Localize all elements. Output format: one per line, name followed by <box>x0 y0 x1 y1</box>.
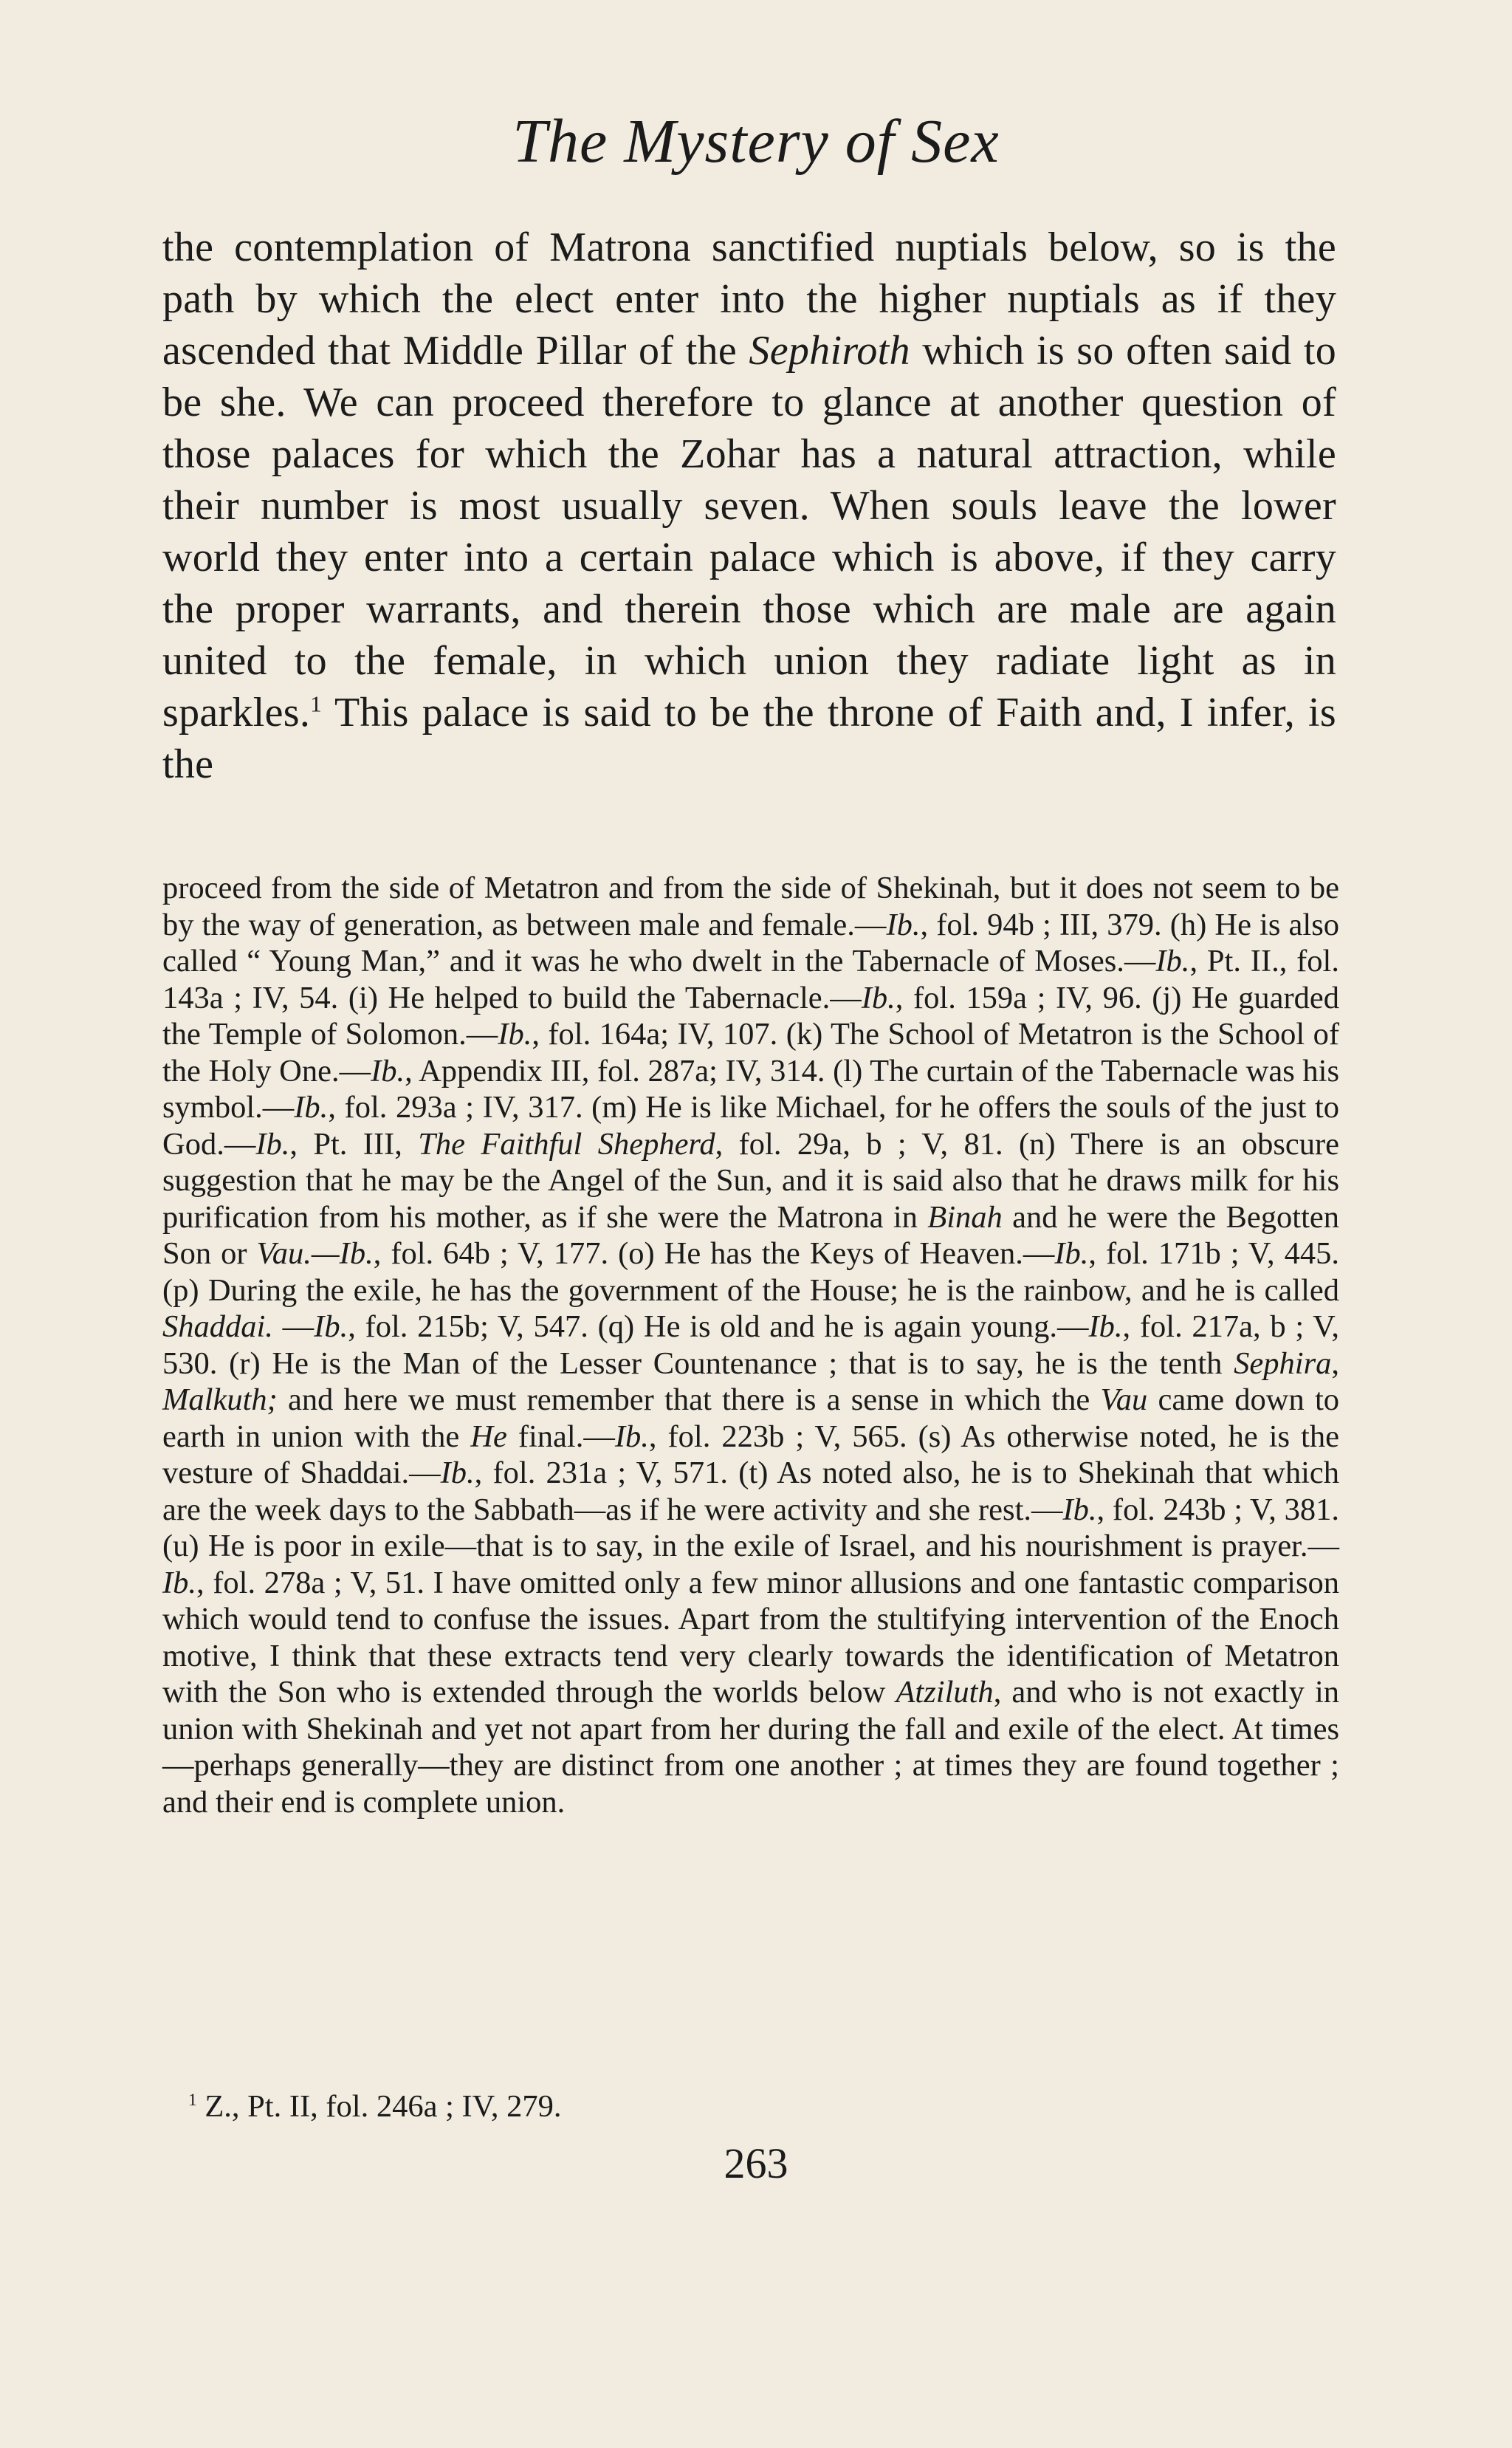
footnote-italic-run: Ib. <box>861 980 896 1015</box>
footnote-italic-run: Shaddai. <box>162 1309 273 1344</box>
body-italic-term: Sephiroth <box>749 328 910 374</box>
footnote-italic-run: Vau.—Ib. <box>256 1236 374 1271</box>
footnote-italic-run: Ib. <box>371 1053 405 1088</box>
footnote-text-run: , and who is not exactly in union with Shekinah and yet not apart from her during the fall and exile of the elect. At times—perhaps generally—they are distinct from one another ; at times they are found together ; and their end is complete union. <box>162 1675 1340 1820</box>
footnote-text-run: , fol. 223b ; V, 565. (s) As otherwise noted, he is the vesture of Shaddai.— <box>162 1419 1339 1490</box>
footnote-italic-run: He <box>470 1419 507 1454</box>
body-text-run: the contemplation of Matrona sanctified nuptials below, so is the path by which the elect enter into the higher nuptials as if they ascended that Middle Pillar of the <box>162 224 1336 374</box>
footnote-italic-run: Binah <box>927 1199 1003 1235</box>
body-text-run: This palace is said to be the throne of Faith and, I infer, is the <box>162 690 1336 787</box>
footnote-ref-marker: 1 <box>188 2090 197 2110</box>
footnote-text-run: , fol. 217a, b ; V, 530. (r) He is the Man of the Lesser Countenance ; that is to say, he is the tenth <box>162 1309 1339 1381</box>
footnote-text-run: , fol. 278a ; V, 51. I have omitted only a few minor allusions and one fantastic comparison which would tend to confuse the issues. Apart from the stultifying intervention of the Enoch motive, I think that these extracts tend very clearly towards the identification of Metatron with the Son who is extended through the worlds below <box>162 1565 1339 1710</box>
footnote-italic-run: Sephira <box>1234 1345 1332 1381</box>
footnote-text-run: came down to earth in union with the <box>162 1382 1340 1454</box>
footnote-italic-run: Ib. <box>294 1090 329 1125</box>
footnote-continuation <box>162 870 1339 1820</box>
footnote-italic-run: Ib. <box>255 1126 290 1162</box>
page-number: 263 <box>724 2139 788 2187</box>
footnote-text-run: and here we must remember that there is a sense in which the <box>288 1382 1090 1417</box>
footnote-text-run: , fol. 171b ; V, 445. (p) During the exile, he has the government of the House; he is the rainbow, and he is called <box>162 1236 1339 1308</box>
footnote-italic-run: Ib. <box>1088 1309 1123 1344</box>
body-paragraph <box>162 222 1336 790</box>
footnote-text-run: , Pt. II., fol. 143a ; IV, 54. (i) He helped to build the Tabernacle.— <box>162 944 1339 1015</box>
footnote-italic-run: Atziluth <box>896 1675 994 1710</box>
footnote-italic-run: Ib. <box>886 907 921 942</box>
footnote-text-run: , Pt. III, <box>289 1126 402 1162</box>
footnote-text-run: , fol. 164a; IV, 107. (k) The School of Metatron is the School of the Holy One.— <box>162 1017 1339 1088</box>
footnote-text-run: , fol. 243b ; V, 381. (u) He is poor in exile—that is to say, in the exile of Israel, and his nourishment is prayer.— <box>162 1492 1339 1563</box>
footnote-italic-run: Ib. <box>1062 1492 1097 1527</box>
body-text-run: which is so often said to be she. We can proceed therefore to glance at another question of those palaces for which the Zohar has a natural attraction, while their number is most usually seven. When souls leave the lower world they enter into a certain palace which is above, if they carry the proper warrants, and therein those which are male are again united to the female, in which union they radiate light as in sparkles. <box>162 328 1337 736</box>
footnote-text-run: final.— <box>518 1419 615 1454</box>
footnote-text-run: , fol. 159a ; IV, 96. (j) He guarded the Temple of Solomon.— <box>162 980 1339 1052</box>
footnote-italic-run: Vau <box>1100 1382 1148 1417</box>
footnote-italic-run: Ib. <box>498 1017 532 1052</box>
footnote-italic-run: Malkuth; <box>162 1382 278 1417</box>
footnote-text-run: , fol. 64b ; V, 177. (o) He has the Keys of Heaven.— <box>373 1236 1055 1271</box>
footnote-text-run: , fol. 215b; V, 547. (q) He is old and he is again young.— <box>348 1309 1089 1344</box>
footnote-italic-run: Ib. <box>162 1565 197 1600</box>
footnote-text-run: , fol. 94b ; III, 379. (h) He is also called “ Young Man,” and it was he who dwelt in the Tabernacle of Moses.— <box>162 907 1339 978</box>
footnote-marker: 1 <box>310 691 322 717</box>
footnote-text-run: , fol. 231a ; V, 571. (t) As noted also, he is to Shekinah that which are the week days to the Sabbath—as if he were activity and she rest.— <box>162 1456 1339 1527</box>
footnote-italic-run: Ib. <box>614 1419 649 1454</box>
footnote-italic-run: Ib. <box>440 1456 475 1490</box>
footnote-italic-run: Ib. <box>1054 1236 1089 1271</box>
footnote-text-run: , Appendix III, fol. 287a; IV, 314. (l) The curtain of the Tabernacle was his symbol.— <box>162 1053 1339 1125</box>
footnote-text-run: proceed from the side of Metatron and from the side of Shekinah, but it does not seem to be by the way of generation, as between male and female.— <box>162 871 1339 942</box>
footnote-text-run: , fol. 29a, b ; V, 81. (n) There is an obscure suggestion that he may be the Angel of the Sun, and it is said also that he draws milk for his purification from his mother, as if she were the Matrona in <box>162 1126 1339 1235</box>
footnote-reference <box>188 2088 1296 2125</box>
footnote-text-run: , <box>1331 1345 1340 1381</box>
footnote-italic-run: Ib. <box>1155 944 1190 978</box>
footnote-italic-run: Ib. <box>314 1309 348 1344</box>
footnote-text-run: — <box>282 1309 315 1344</box>
running-header: The Mystery of Sex <box>512 107 1000 176</box>
footnote-text-run: , fol. 293a ; IV, 317. (m) He is like Michael, for he offers the souls of the just to God.— <box>162 1090 1339 1162</box>
footnote-text-run: and he were the Begotten Son or <box>162 1199 1339 1271</box>
footnote-ref-text: Z., Pt. II, fol. 246a ; IV, 279. <box>196 2089 562 2124</box>
footnote-italic-run: The Faithful Shepherd <box>418 1126 715 1162</box>
